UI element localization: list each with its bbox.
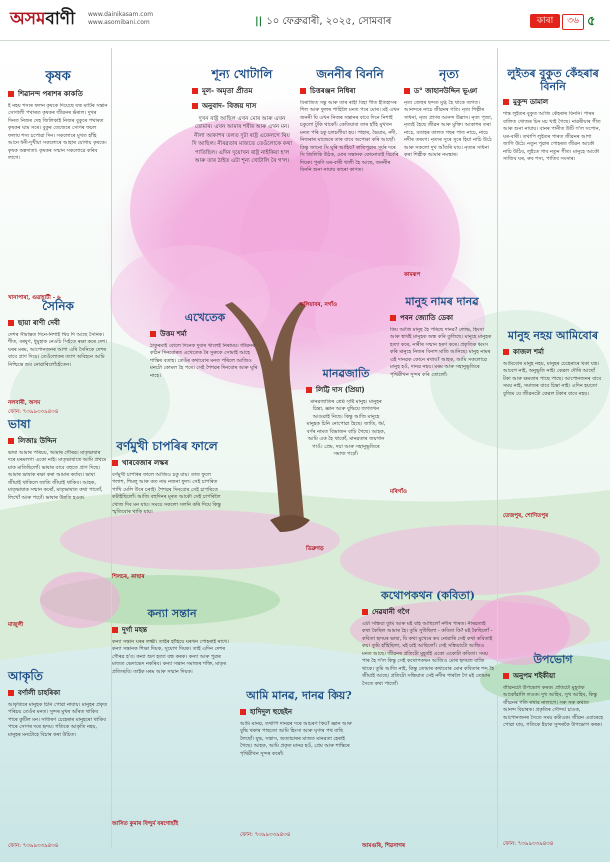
- article-body: দেশৰ সীমান্তত দিনে-নিশাই থিয় দি আছে সৈনিক। শীত, বৰষুণ, ধুমুহাক নেওচি সিহঁতে ৰক্ষা কৰে দেশ। ঘৰৰ মৰম, আপোনজনৰ আশা এৰি সৈনিকে দেশৰ বাবে প্ৰাণ দিয়ে। তেওঁলোকৰ ত্যাগ অবিহনে আমি নিশ্চিন্তে শুব নোৱাৰিলোঁহেঁতেন।: [8, 331, 107, 368]
- article-author: ড° জাহানউদ্দিন ভূঞা: [404, 85, 494, 97]
- article-byline: মৰিগাঁও: [390, 488, 407, 495]
- issue-date: [255, 14, 391, 31]
- website-link-2[interactable]: www.asomibani.com: [88, 19, 150, 26]
- article-title: জননীৰ বিননি: [316, 67, 384, 81]
- article-title: আকৃতি: [8, 669, 43, 683]
- article-author: দুৰ্গা মহন্ত: [112, 624, 232, 636]
- article-bhasha: [8, 417, 108, 628]
- bullet-icon: [8, 438, 14, 444]
- article-title: আমি মানৱ, দানৱ কিয়?: [246, 689, 352, 702]
- website-links: [88, 11, 153, 27]
- article-title: শূন্য খোটালি: [211, 67, 273, 81]
- article-title: মানুহ নহয় আমিবোৰ: [507, 329, 599, 342]
- article-body: আমি মানৱ, তথাপি দানৱৰ দৰে আচৰণ কিয়? জ্ঞান আৰু বুদ্ধি থকাৰ পাছতো আমি হিংসা আৰু ঘৃণাৰ পথ বাছি লৈছোঁ। যুদ্ধ, সন্ত্ৰাস, অত্যাচাৰৰ মাজত মানৱতা হেৰাই গৈছে। আহক, আমি প্ৰকৃত মানৱ হওঁ, প্ৰেম আৰু শান্তিৰে পৃথিৱীখন সুন্দৰ কৰোঁ।: [240, 720, 352, 757]
- article-title: কন্যা সন্তান: [147, 607, 197, 620]
- article-author: মুকুন্দ ডামাল: [503, 96, 603, 108]
- article-title: কথোপকথন (কবিতা): [381, 589, 475, 602]
- article-author: লিজাঃ উদ্দিন: [8, 435, 108, 447]
- article-body: দুখন ৰাষ্ট্ৰ আছিল এখন মোৰ আৰু এখন তোমাৰ। এখন আমাৰ শৰীৰ আৰু এখন মন। নীলা আকাশৰ তলত দুটা ৰাষ্ট্ৰ একেলগে থিয় দি আছিল। নীৰৱতাৰ মাজতে তেওঁলোকে কথা পাতিছিল। এদিন দুয়োখন ৰাষ্ট্ৰ নাইকিয়া হ'ল আৰু তাৰ ঠাইত এটা শূন্য খোটালি ৰৈ গ'ল।: [192, 115, 292, 165]
- article-byline: শিলচৰ, কাছাৰ: [112, 573, 145, 580]
- article-title: ভাষা: [8, 417, 31, 431]
- article-byline: ডিব্ৰুগড়: [306, 545, 324, 552]
- article-author: দেৱযানী গগৈ: [362, 606, 494, 618]
- article-body: বিৰাজিত সন্তু আৰু তাৰ ৰাহী বিহা গীত ইতিহাসৰ শিল আৰু ফুলৰ পাহিলৈ মনত পৰে মোৰ। মই এখন জননী যি এখন নিজৰ সন্তানৰ বাবে দিনে নিশাই চকুলো টুকি থাকোঁ। কেতিয়াবা তাৰ হাঁহি মুখখন মনত পৰি চকু চলচলীয়া হয়। পাহাৰ, ভৈয়াম, নদী, নিজৰাৰ মাজেৰে তাৰ বাবে অপেক্ষা কৰি আছোঁ। কিন্তু জানো সি ঘূৰি আহিব? ৰাতিপুৱাৰ সূৰ্যৰ দৰে সি জিলিকি উঠক, মোৰ সন্তানক কোনোবাই বিচাৰি দিয়ক। পুৰণি ঘৰ-বাৰী খালী হৈ আছে, জননীৰ বিননি শুনা নাযায় কাৰো কাণত।: [300, 99, 400, 174]
- article-byline: নলবাৰী, অসম: [8, 399, 41, 406]
- article-body: ঠাকুৰমাই বোলে দিনেক দুবাৰ খালেই নিৰাময়। জীৱনৰ কঠিন দিনবোৰত এখেতেক ৰৈ সুৰুকে সোমাই আহে শান্তিৰ বতাহ। তেওঁৰ কথাবোৰ মনত পৰিলে আজিও মনটো কোমল হৈ পৰে। সেই শৈশৱৰ দিনবোৰ আৰু ঘূৰি নাহে।: [150, 342, 258, 379]
- article-manuh-danob: [390, 296, 494, 496]
- bullet-icon: [8, 91, 14, 97]
- article-byline: তেজপুৰ, শোণিতপুৰ: [503, 512, 549, 519]
- bullet-icon: [192, 88, 198, 94]
- article-title: বৰ্ণমুখী চাপৰিৰ ফালে: [116, 439, 218, 453]
- article-manuh-nohoi: [503, 330, 603, 530]
- article-byline: খানাপাৰা, গুৱাহাটী - ৬: [8, 294, 61, 301]
- article-body: কিয় আজি মানুহ হৈ পৰিছে দানৱ? লোভ, হিংসা আৰু স্বাৰ্থই মানুহক অন্ধ কৰি তুলিছে। মানুহে মানুহক হত্যা কৰে, নাৰীৰ সন্মান হৰণ কৰে। প্ৰকৃতিক ধ্বংস কৰি মানুহে নিজৰ বিনাশ মাতি আনিছে। মানুহ নামৰ এই দানৱক কোনে ৰখাব? আহক, আমি সকলোৱে মানুহ হওঁ, দানৱ নহয়। মৰম আৰু সহানুভূতিৰে পৃথিৱীখন সুন্দৰ কৰি তোলোঁ।: [390, 326, 492, 378]
- article-body: আমিবোৰ মানুহ নহয়, মানুহৰ চেহেৰাৰে থকা যন্ত্ৰ। আবেগ নাই, অনুভূতি নাই। কেৱল দৌৰি আছোঁ টকা আৰু ক্ষমতাৰ পাছে পাছে। আপোনজনৰ বাবে সময় নাই, সমাজৰ বাবে চিন্তা নাই। এদিন হয়তো বুজিম যে জীৱনটো কেৱল টকাৰ বাবে নহয়।: [503, 360, 602, 397]
- article-byline: আসিত কুমাৰ বিন্দুৰ্ম বৰগোহাঁই: [112, 820, 179, 827]
- article-body: ভাষা আমাৰ পৰিচয়, আমাৰ গৌৰৱ। মাতৃভাষাৰ দৰে মৰমলগা একো নাই। মাতৃভাষাতে আমি প্ৰথমে মাক মাতিছিলোঁ। ভাষাৰ বাবে বহুতে প্ৰাণ দিছে। আমাৰ ভাষাক ৰক্ষা কৰা আমাৰ কৰ্তব্য। ভাষা জীয়াই থাকিলে জাতি জীয়াই থাকিব। আহক, মাতৃভাষাক সন্মান কৰোঁ, মাতৃভাষাত কথা পাতোঁ, লিখোঁ আৰু পঢ়োঁ। ভাষাৰ উন্নতি হওক।: [8, 449, 107, 501]
- article-phone: ফোন: ৭৩৯৯৩৩৯৪৩৪: [503, 840, 554, 847]
- article-manobjati: [306, 367, 386, 552]
- article-author: খাৰবেজাৰ লস্কৰ: [112, 457, 222, 469]
- article-upabhog: [503, 654, 603, 850]
- article-title: নৃত্য: [439, 67, 459, 81]
- bullet-icon: [306, 387, 312, 393]
- article-title: লুইতৰ বুকুত কেঁহৰাৰ বিননি: [507, 67, 599, 93]
- section-badge: কাৰা: [530, 14, 560, 28]
- bullet-icon: [362, 609, 368, 615]
- article-author: চিত্তৰঞ্জন নিধিৰা: [300, 85, 400, 97]
- bullet-icon: [300, 88, 306, 94]
- date-separator-icon: ||: [255, 16, 263, 27]
- bullet-icon: [503, 99, 509, 105]
- article-phone: ফোন: ৭৩৯৯৩৩৯৪৩৪: [8, 842, 59, 849]
- bullet-icon: [112, 460, 118, 466]
- bullet-icon: [8, 320, 14, 326]
- section-number-badge: ৩৬: [562, 14, 584, 30]
- bullet-icon: [150, 331, 156, 337]
- article-author: লিট্টি দাস (প্ৰিয়া): [306, 384, 386, 396]
- article-akriti: [8, 670, 108, 850]
- article-body: আকৃতিৰে মানুহক চিনি পোৱা নাযায়। মানুহৰ প্ৰকৃত পৰিচয় তেওঁৰ মনত। সুন্দৰ মুখৰ আঁৰত থাকিব পাৰে কুটিল মন। সাধাৰণ চেহেৰাৰ মানুহৰো থাকিব পাৰে সোণৰ দৰে হৃদয়। গতিকে আকৃতি নহয়, মানুহৰ মনটোহে বিচাৰ কৰা উচিত।: [8, 701, 108, 738]
- article-ami-manob: [240, 690, 358, 850]
- article-author: শিৱানন্দ পৰাশৰ কাকতি: [8, 88, 108, 100]
- article-body: এটা সন্ধিয়া তুমি আৰু মই বহি আছিলোঁ নদীৰ পাৰত। নীৰৱতাই কথা কৈছিল আমাৰ হৈ। তুমি সুধিছিলা - কবিতা কি? মই কৈছিলোঁ - কবিতা হৃদয়ৰ ভাষা, যি কথা মুখেৰে কব নোৱাৰি সেই কথা কবিতাই কয়। তুমি হাঁহিছিলা, মই চাই আছিলোঁ। সেই সন্ধিয়াটো আজিও মনত আছে। জীৱনৰ প্ৰতিটো মুহূৰ্তই একো একোটা কবিতা। সময় পাৰ হৈ গ'ল কিন্তু সেই কথোপকথন আজিও মোৰ হৃদয়ত বাজি থাকে। তুমি আজি নাই, কিন্তু তোমাৰ কথাবোৰ মোৰ কবিতাৰ শব্দ হৈ জীয়াই আছে। প্ৰতিটো সন্ধিয়াত সেই নদীৰ পাৰলৈ গৈ মই তোমাৰ সৈতে কথা পাতোঁ।: [362, 620, 494, 687]
- article-title: মানুহ নামৰ দানৱ: [405, 295, 479, 308]
- article-author: ছায়া ৰাণী দেবী: [8, 317, 108, 329]
- bullet-icon: [404, 88, 410, 94]
- bullet-icon: [390, 315, 396, 321]
- bullet-icon: [112, 627, 118, 633]
- article-author: উত্তম শৰ্মা: [150, 328, 260, 340]
- article-konya: [112, 608, 232, 838]
- article-body: নৃত্য জেহুৰ ছন্দত মুগ্ধ হৈ থাকে জগত। আনন্দৰে নাচে জীৱনৰ গতি। নৃত্য শিল্পীৰ সাধনা, নৃত্য প্ৰাণৰ আনন্দ উল্লাস। নৃত্য পূজা, নৃত্যই হৈছে জীৱন আৰু মুক্তি। আকাশৰ তৰা নাচে, বতাহৰ তালত গছৰ পাত নাচে, নাচে নদীৰ তৰংগ। নৃত্যৰ সুৰে সুৰে হিয়া নাচি উঠে আৰু সকলো দুখ আঁতৰি যায়। নৃত্যৰ সাধনা কৰা শিল্পীক আমাৰ নমস্কাৰ।: [404, 99, 493, 159]
- page-number: ৫: [587, 14, 596, 29]
- article-body: জীৱনটো উপভোগ কৰক। প্ৰতিটো মুহূৰ্তক আকোঁৱালি লওক। দুখ আহিব, সুখ আহিব, কিন্তু জীৱনৰ গতি ৰখাব নালাগে। সৰু সৰু কথাত আনন্দ বিচাৰক। প্ৰকৃতিৰ সৌন্দৰ্য চাওক, আপোনজনৰ সৈতে সময় কটাওক। জীৱন এবাৰেহে পোৱা যায়, গতিকে ইয়াক সুন্দৰকৈ উপভোগ কৰক।: [503, 684, 603, 729]
- article-byline: আমগুৰি, শিৱসাগৰ: [362, 842, 405, 849]
- bullet-icon: [503, 673, 509, 679]
- bullet-icon: [240, 709, 246, 715]
- logo-text-black: বাণী: [45, 9, 75, 29]
- article-body: কন্যা সন্তান ঘৰৰ লক্ষ্মী। তাইৰ হাঁহিয়ে ঘৰখন পোহৰাই ৰাখে। কন্যা সন্তানক শিক্ষা দিয়ক, সুযোগ দিয়ক। তাই এদিন দেশৰ গৌৰৱ হ'ব। কন্যা ভ্ৰূণ হত্যা বন্ধ কৰক। কন্যা আৰু পুত্ৰৰ মাজত ভেদাভেদ নকৰিব। কন্যা সন্তান সমাজৰ শক্তি, মাতৃৰ প্ৰতিচ্ছবি। তাইক মৰম আৰু সন্মান দিয়ক।: [112, 638, 229, 675]
- article-soinik: [8, 299, 108, 415]
- article-byline: কলিয়াবৰ, নগাঁও: [300, 301, 338, 308]
- issue-date-text: ১০ ফেব্ৰুৱাৰী, ২০২৫, সোমবাৰ: [266, 16, 392, 27]
- bullet-icon: [8, 690, 14, 696]
- article-krishak: [8, 69, 108, 301]
- article-author: বৰ্ণালী চাহৰিকা: [8, 687, 108, 699]
- bullet-icon: [192, 103, 198, 109]
- article-byline: কামৰূপ: [404, 271, 421, 278]
- article-body: ই নহয় শস্যৰ ফলন কৃষকে দিয়েছে যত্ন মাটিৰ সন্তান সোণালী পথাৰত কৃষকৰ জীৱনৰ ভঁৰাল। দুখৰ দিনত নিজৰ দেহ জিলিকাই নিজৰ বুকুৰে পথাৰত কৃষকৰ ঘাম সৰে। বুকুৰ তেজেৰে সোণৰ ফচল ফলায় শস্য চপোৱা দিন। সকলোৰে মুখত হাঁহি আনে ধনী-দুখীয়া সকলোৰে আহাৰ যোগায় কৃষকে। কৃষক অন্নদাতা। কৃষকৰ সন্মান সকলোৱে কৰিব লাগে।: [8, 102, 108, 162]
- article-title: উপভোগ: [533, 653, 573, 666]
- article-title: এখেতেক: [184, 311, 226, 324]
- article-body: বৰ্ণমুখী চাপৰিৰ ফালে আজিও চকু যায়। তাত ফুলে পলাশ, শিমলু আৰু কত নাম নজনা ফুল। সেই চাপৰিত পাখি মেলি উৰে চৰাই। শৈশৱৰ দিনবোৰ সেই চাপৰিতে কটাইছিলোঁ। আজি বহুদিনৰ মূৰত আকৌ সেই চাপৰিলৈ খোজ দিব মন যায়। সময়ে সকলো সলনি কৰি দিয়ে কিন্তু স্মৃতিবোৰ থাকি যায়।: [112, 471, 221, 516]
- article-author: পবন জ্যোতি ডেকা: [390, 312, 494, 324]
- article-title: সৈনিক: [42, 299, 74, 313]
- bullet-icon: [503, 349, 509, 355]
- column-divider: [497, 48, 498, 848]
- article-body: মানৱজাতিৰ শ্ৰেষ্ঠ সৃষ্টি মানুহ। মানুহৰ চিন্তা, জ্ঞান আৰু বুদ্ধিয়ে জগতখন আগুৱাই নিছে। কিন্তু আজি মানুহে মানুহক চিনি নোপোৱা হৈছে। জাতি, ধৰ্ম, বৰ্ণৰ নামত বিভাজন বাঢ়ি গৈছে। আহক, আমি এক হৈ থাকোঁ, মানৱতাৰ জয়গান গাওঁ। প্ৰেম, দয়া আৰু সহানুভূতিৰে সমাজ গঢ়োঁ।: [306, 398, 386, 458]
- article-author: মূল- অমৃতা প্ৰীতম: [192, 85, 292, 97]
- article-nritya: [404, 68, 494, 278]
- article-shunya: [192, 68, 292, 258]
- article-author: অনুপম শইকীয়া: [503, 670, 603, 682]
- article-luitor: [503, 68, 603, 298]
- article-janani: [300, 68, 400, 308]
- newspaper-logo[interactable]: [10, 8, 80, 30]
- article-author: কাজল শৰ্মা: [503, 346, 603, 358]
- article-byline: মাজুলী: [8, 621, 24, 628]
- article-bornomukhi: [112, 440, 222, 600]
- article-kathopakathan: [362, 590, 494, 852]
- article-author: হাদিদুল হুছেইন: [240, 706, 358, 718]
- article-phone: ফোন: ৭৩৯৯৩৩৯৪৩৪: [8, 408, 59, 415]
- logo-text-red: অসম: [10, 9, 46, 29]
- masthead: [0, 0, 610, 41]
- website-link-1[interactable]: www.dainikasam.com: [88, 11, 154, 18]
- article-title: মানৱজাতি: [322, 367, 370, 380]
- article-title: কৃষক: [45, 69, 71, 84]
- article-ekhetek: [150, 312, 260, 392]
- article-translator: অনুবাদ- বিজয় দাস: [192, 100, 292, 112]
- article-body: শান্ত লুইতৰ বুকুত আজি কেঁহৰাৰ বিননি। পাৰৰ বালিত খোজৰ চিন মচ খাই গৈছে। নাৱৰীয়াৰ গীত আৰু শুনা নাযায়। বানৰ পানীত উটি গ'ল সপোন, ঘৰ-বাৰী। তথাপি লুইতৰ পাৰত জীৱনৰ আশা জাগি উঠে। নতুন পুৱাৰ পোহৰত জীৱন আকৌ নাচি উঠিব, লুইতে গাব নতুন গীত। মানুহে আকৌ সাজিব ঘৰ, ৰুব শস্য, পাতিব সংসাৰ।: [503, 111, 601, 163]
- article-phone: ফোন: ৭৩৯৯৩৩৯৪৩৪: [240, 831, 291, 838]
